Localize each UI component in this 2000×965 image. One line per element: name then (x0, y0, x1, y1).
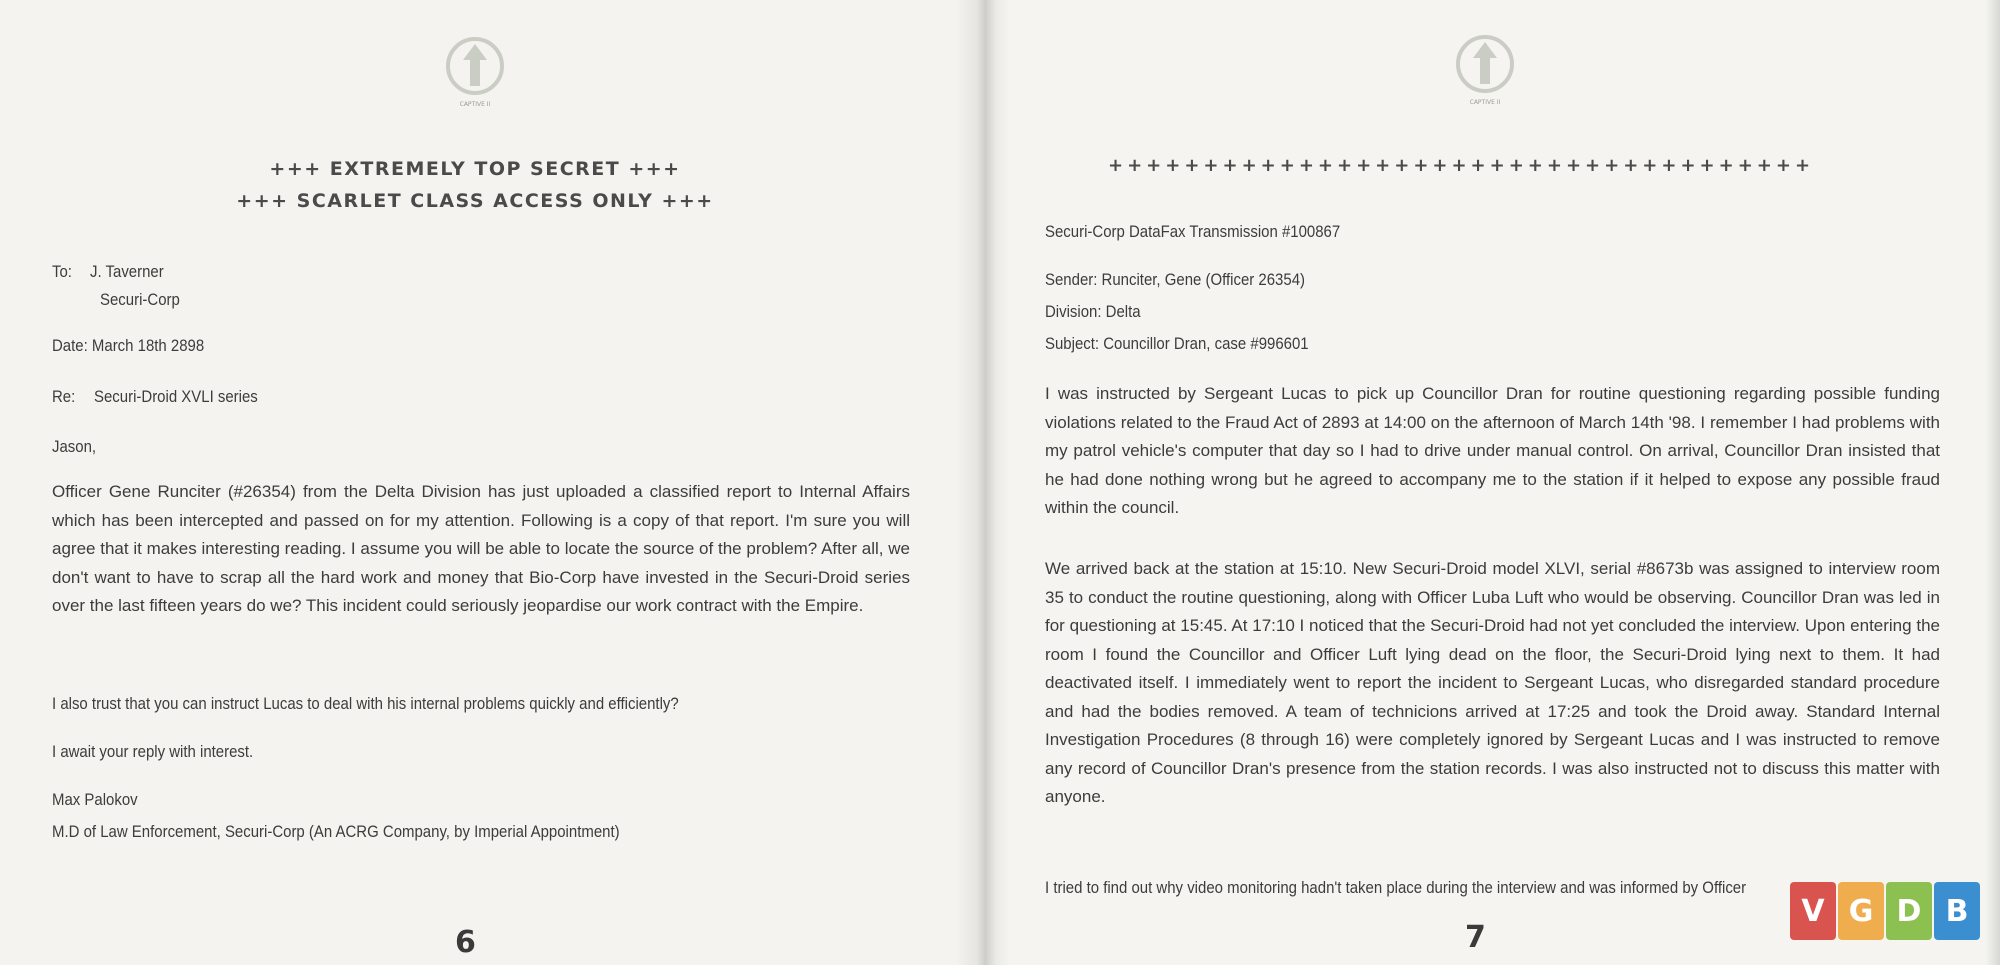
vgdb-watermark-logo (1790, 882, 1980, 944)
captive-logo-icon (435, 30, 515, 110)
watermark-letter-v: V (1790, 882, 1836, 940)
page-number-left: 6 (455, 925, 476, 960)
letter-body-paragraph: Officer Gene Runciter (#26354) from the Delta Division has just uploaded a classified report to Internal Affairs which has been intercepted and passed on for my attention. Following is a copy of that report. I'm sure you will agree that it makes interesting reading. I assume you will be able to locate the source of the problem? After all, we don't want to have to scrap all the hard work and money that Bio-Corp have invested in the Securi-Droid series over the last fifteen years do we? This incident could seriously jeopardise our work contract with the Empire. (52, 482, 910, 615)
signature-name: Max Palokov (52, 790, 138, 809)
report-paragraph-3: I tried to find out why video monitoring hadn't taken place during the interview and was informed by Officer (1045, 878, 1747, 897)
re-value: Securi-Droid XVLI series (94, 387, 258, 406)
to-org: Securi-Corp (100, 290, 180, 309)
re-label: Re: (52, 387, 76, 406)
separator-stars: +++++++++++++++++++++++++++++++++++++ (1108, 155, 1815, 176)
signature-title: M.D of Law Enforcement, Securi-Corp (An ACRG Company, by Imperial Appointment) (52, 822, 620, 841)
heading-line-2: +++ SCARLET CLASS ACCESS ONLY +++ (236, 190, 714, 212)
letter-body-instruction: I also trust that you can instruct Lucas to deal with his internal problems quickly and efficiently? (52, 694, 679, 713)
captive-logo-icon (1445, 28, 1525, 108)
date-line: Date: March 18th 2898 (52, 336, 205, 355)
to-name: J. Taverner (90, 262, 164, 281)
sender-line: Sender: Runciter, Gene (Officer 26354) (1045, 270, 1306, 289)
book-gutter-shadow (955, 0, 1010, 965)
letter-body-closing: I await your reply with interest. (52, 742, 254, 761)
report-paragraph-1: I was instructed by Sergeant Lucas to pick up Councillor Dran for routine questioning regarding possible funding violations related to the Fraud Act of 2893 at 14:00 on the afternoon of March 14th '98. I remember I had problems with my patrol vehicle's computer that day so I had to drive under manual control. On arrival, Councillor Dran insisted that he had done nothing wrong but he agreed to accompany me to the station if it helped to expose any possible fraud within the council. (1045, 384, 1940, 517)
logo-text: CAPTIVE II (459, 101, 491, 108)
watermark-letter-g: G (1838, 882, 1884, 940)
logo-text: CAPTIVE II (1469, 99, 1501, 106)
transmission-id: Securi-Corp DataFax Transmission #100867 (1045, 222, 1341, 241)
to-label: To: (52, 262, 72, 281)
page-edge-shadow (1985, 0, 2000, 965)
right-page (980, 0, 2000, 965)
division-line: Division: Delta (1045, 302, 1141, 321)
heading-line-1: +++ EXTREMELY TOP SECRET +++ (269, 158, 681, 180)
watermark-letter-b: B (1934, 882, 1980, 940)
salutation: Jason, (52, 437, 97, 456)
subject-line: Subject: Councillor Dran, case #996601 (1045, 334, 1309, 353)
left-page (0, 0, 980, 965)
watermark-letter-d: D (1886, 882, 1932, 940)
page-number-right: 7 (1465, 920, 1486, 955)
report-paragraph-2: We arrived back at the station at 15:10. New Securi-Droid model XLVI, serial #8673b was assigned to interview room 35 to conduct the routine questioning, along with Officer Luba Luft who would be observing. Councillor Dran was led in for questioning at 15:45. At 17:10 I noticed that the Securi-Droid had not yet concluded the interview. Upon entering the room I found the Councillor and Officer Luft lying dead on the floor, the Securi-Droid lying next to them. It had deactivated itself. I immediately went to report the incident to Sergeant Lucas, who disregarded standard procedure and had the bodies removed. A team of technicions arrived at 17:25 and took the Droid away. Standard Internal Investigation Procedures (8 through 16) were completely ignored by Sergeant Lucas and I was instructed to remove any record of Councillor Dran's presence from the station records. I was also instructed not to discuss this matter with anyone. (1045, 559, 1940, 806)
